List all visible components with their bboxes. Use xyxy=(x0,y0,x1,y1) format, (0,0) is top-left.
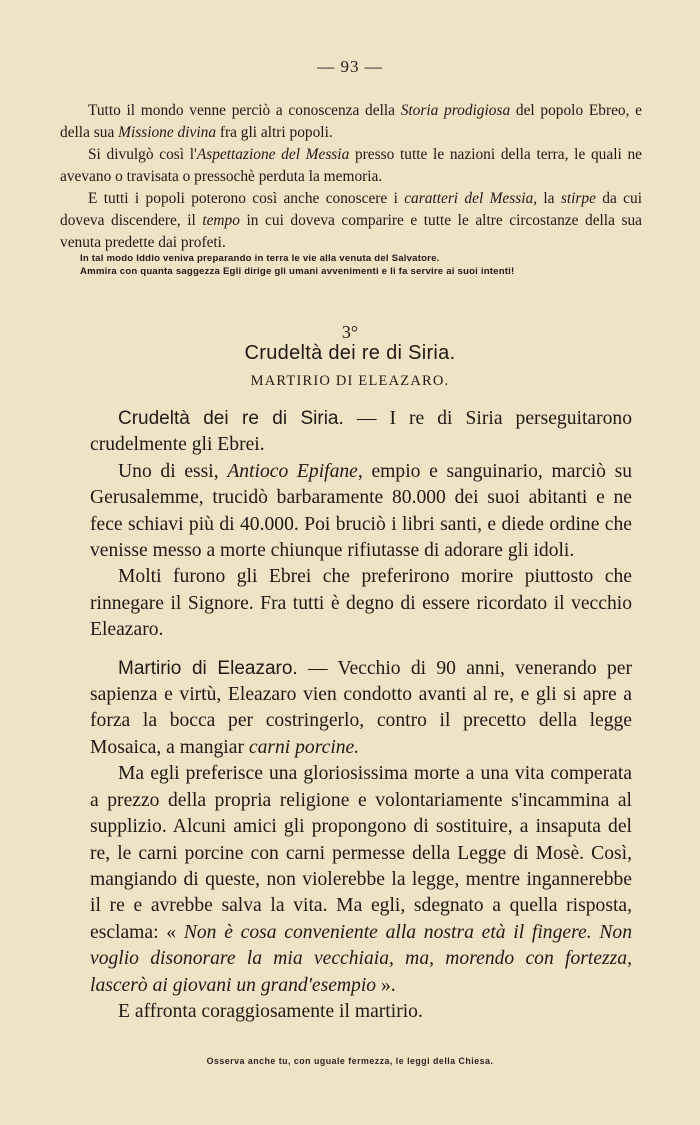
body-paragraph-5: Ma egli preferisce una gloriosissima morte a una vita comperata a prezzo della propria religione e volontariamente s'incammina al supplizio. Alcuni amici gli propongono di sostituire, a insaputa del re, le carni porcine con carni permesse della Legge di Mosè. Così, mangiando di queste, non violerebbe la legge, mentre ingannerebbe il re e avrebbe salva la vita. Ma egli, sdegnato a quella risposta, esclama: « Non è cosa conveniente alla nostra età il fingere. Non voglio disonorare la mia vecchiaia, ma, morendo con fortezza, lascerò ai giovani un grand'esempio ». xyxy=(90,763,632,996)
body-paragraph-4: Martirio di Eleazaro. — Vecchio di 90 anni, venerando per sapienza e virtù, Eleazaro vien condotto avanti al re, e gli si apre a forza la bocca per costringerlo, contro il precetto della legge Mosaica, a mangiar carni porcine. xyxy=(90,657,633,758)
page-number: — 93 — xyxy=(317,57,383,76)
section-number: 3° xyxy=(341,322,359,342)
heading-martirio: Martirio di Eleazaro. xyxy=(118,657,298,679)
body-paragraph-1: Crudeltà dei re di Siria. — I re di Siria perseguitarono crudelmente gli Ebrei. xyxy=(90,408,632,456)
body-paragraph-2: Uno di essi, Antioco Epifane, empio e sanguinario, marciò su Gerusalemme, trucidò barbaramente 80.000 dei suoi abitanti e ne fece schiavi più di 40.000. Poi bruciò i libri santi, e diede ordine che venisse messo a morte chiunque rifiutasse di adorare gli idoli. xyxy=(90,460,632,562)
intro-paragraph-1: Tutto il mondo venne perciò a conoscenza della Storia prodigiosa del popolo Ebreo, e della sua Missione divina fra gli altri popoli. xyxy=(60,102,643,141)
body-paragraph-6: E affronta coraggiosamente il martirio. xyxy=(118,1000,423,1022)
intro-text xyxy=(60,100,642,254)
section-title: Crudeltà dei re di Siria. xyxy=(244,342,456,364)
footer-note: Osserva anche tu, con uguale fermezza, le leggi della Chiesa. xyxy=(206,1056,494,1066)
main-text xyxy=(90,406,632,1025)
note-line-1: In tal modo Iddio veniva preparando in terra le vie alla venuta del Salvatore. xyxy=(80,253,440,264)
intro-paragraph-3: E tutti i popoli poterono così anche conoscere i caratteri del Messia, la stirpe da cui doveva discendere, il tempo in cui doveva comparire e tutte le altre circostanze della sua venuta predette dai profeti. xyxy=(60,190,642,251)
heading-crudelta: Crudeltà dei re di Siria. xyxy=(118,408,344,429)
intro-paragraph-2: Si divulgò così l'Aspettazione del Messia presso tutte le nazioni della terra, le quali ne avevano o travisata o pressochè perduta la memoria. xyxy=(60,146,642,185)
body-paragraph-3: Molti furono gli Ebrei che preferirono morire piuttosto che rinnegare il Signore. Fra tutti è degno di essere ricordato il vecchio Eleazaro. xyxy=(90,566,632,641)
note-box xyxy=(80,252,620,278)
section-subtitle: MARTIRIO DI ELEAZARO. xyxy=(250,373,450,389)
note-line-2: Ammira con quanta saggezza Egli dirige gli umani avvenimenti e li fa servire ai suoi intenti! xyxy=(80,266,515,277)
